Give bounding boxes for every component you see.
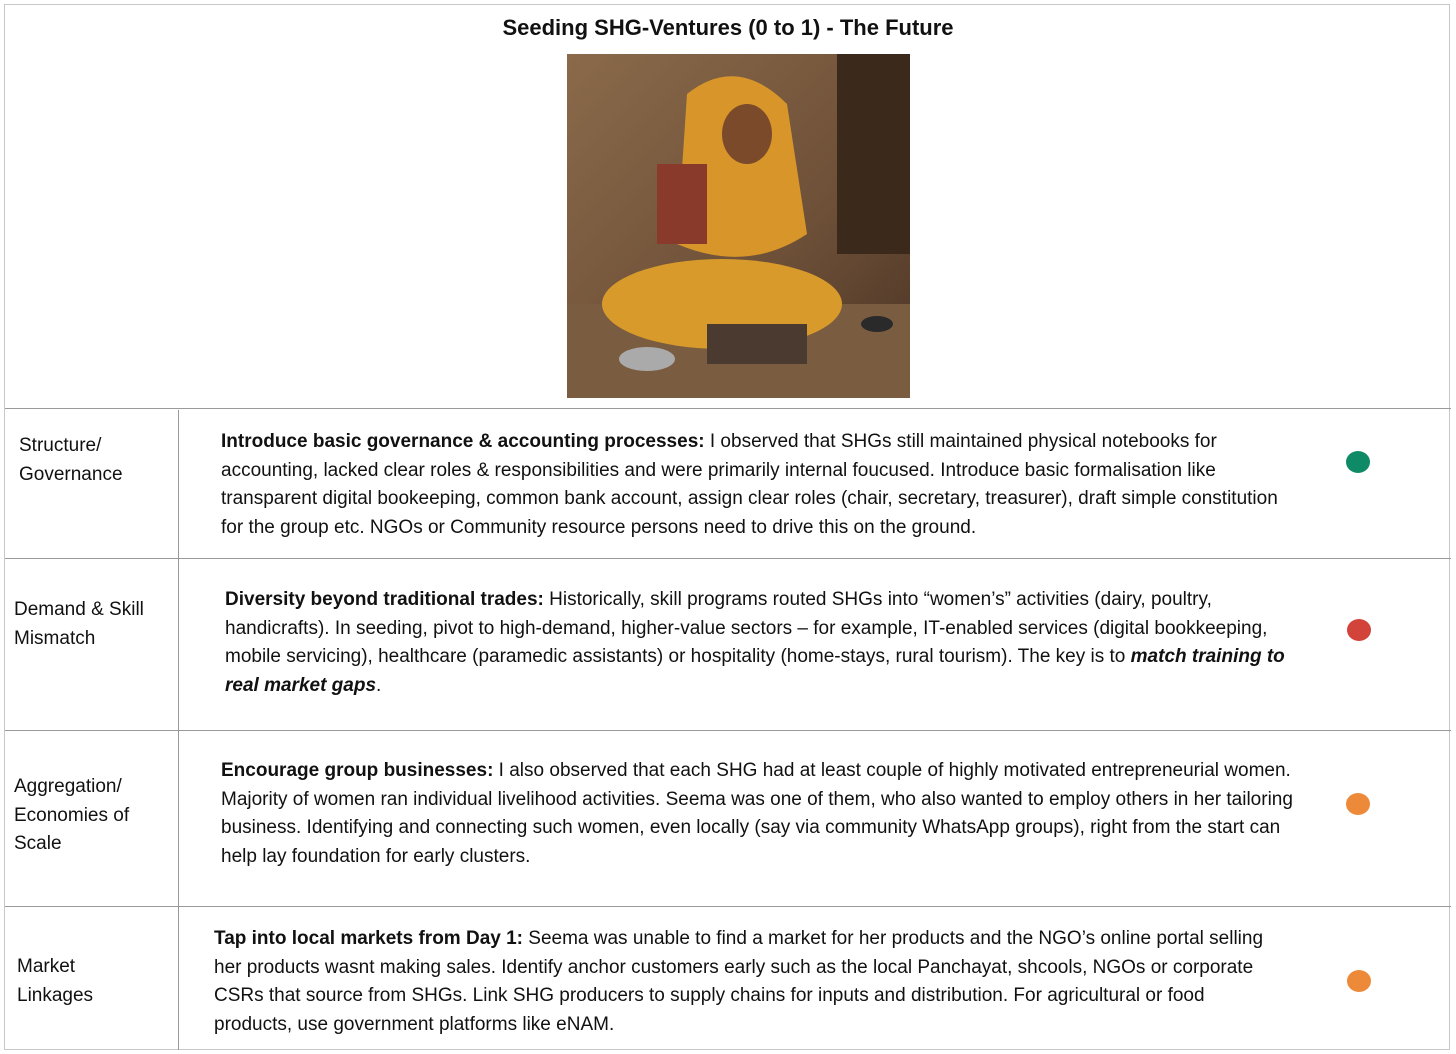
row-label-line: Scale (14, 833, 62, 854)
row-label-line: Economies of (14, 804, 130, 826)
page-title: Seeding SHG-Ventures (0 to 1) - The Future (502, 15, 954, 40)
row-lead: Tap into local markets from Day 1: (214, 928, 524, 949)
column-divider (178, 410, 179, 1050)
row-body: Seema was unable to find a market for her products and the NGO’s online portal selling her products wasnt making sales. Identify anchor customers early such as the local Panchayat, shcools, NGOs or corporate CSRs that source from SHGs. Link SHG producers to supply chains for inputs and distribution. For agricultural or food products, use government platforms like eNAM. (214, 928, 1264, 1035)
row-divider (5, 730, 1451, 731)
row-lead: Encourage group businesses: (221, 760, 494, 781)
row-label (17, 953, 93, 1010)
row-tail: . (376, 674, 382, 696)
row-label-line: Governance (19, 463, 123, 485)
row-description (225, 586, 1300, 700)
status-dot (1346, 451, 1370, 473)
row-label-line: Aggregation/ (14, 776, 122, 797)
row-label-line: Mismatch (14, 627, 96, 649)
status-dot (1347, 619, 1371, 641)
row-label-line: Structure/ (19, 435, 102, 456)
row-divider (5, 906, 1451, 907)
row-body: I also observed that each SHG had at least couple of highly motivated entrepreneurial women. Majority of women ran individual livelihood activities. Seema was one of them, who also wanted to employ others in her tailoring business. Identifying and connecting such women, even locally (say via community WhatsApp groups), right from the start can help lay foundation for early clusters. (221, 760, 1293, 867)
status-dot (1347, 970, 1371, 992)
row-label (19, 432, 123, 489)
row-lead: Diversity beyond traditional trades: (225, 589, 544, 610)
status-dot (1346, 793, 1370, 815)
row-label-line: Linkages (17, 984, 94, 1006)
row-body: Historically, skill programs routed SHGs into “women’s” activities (dairy, poultry, handicrafts). In seeding, pivot to high-demand, higher-value sectors – for example, IT-enabled services (digital bookkeeping, mobile servicing), healthcare (paramedic assistants) or hospitality (home-stays, rural tourism). The key is to (225, 589, 1268, 667)
row-divider (5, 408, 1451, 409)
row-divider (5, 558, 1451, 559)
row-label-line: Demand & Skill (14, 599, 144, 620)
row-body: I observed that SHGs still maintained physical notebooks for accounting, lacked clear roles & responsibilities and were primarily internal foucused. Introduce basic formalisation like transparent digital bookeeping, common bank account, assign clear roles (chair, secretary, treasurer), draft simple constitution for the group etc. NGOs or Community resource persons need to drive this on the ground. (221, 431, 1278, 538)
row-description (221, 428, 1301, 542)
row-label (14, 596, 144, 653)
row-label-line: Market (17, 956, 76, 977)
row-label (14, 773, 129, 859)
row-description (221, 757, 1296, 871)
row-emphasis: match training to real market gaps (225, 646, 1285, 696)
row-description (214, 925, 1284, 1039)
artisan-photo (567, 54, 910, 398)
row-lead: Introduce basic governance & accounting processes: (221, 431, 705, 452)
